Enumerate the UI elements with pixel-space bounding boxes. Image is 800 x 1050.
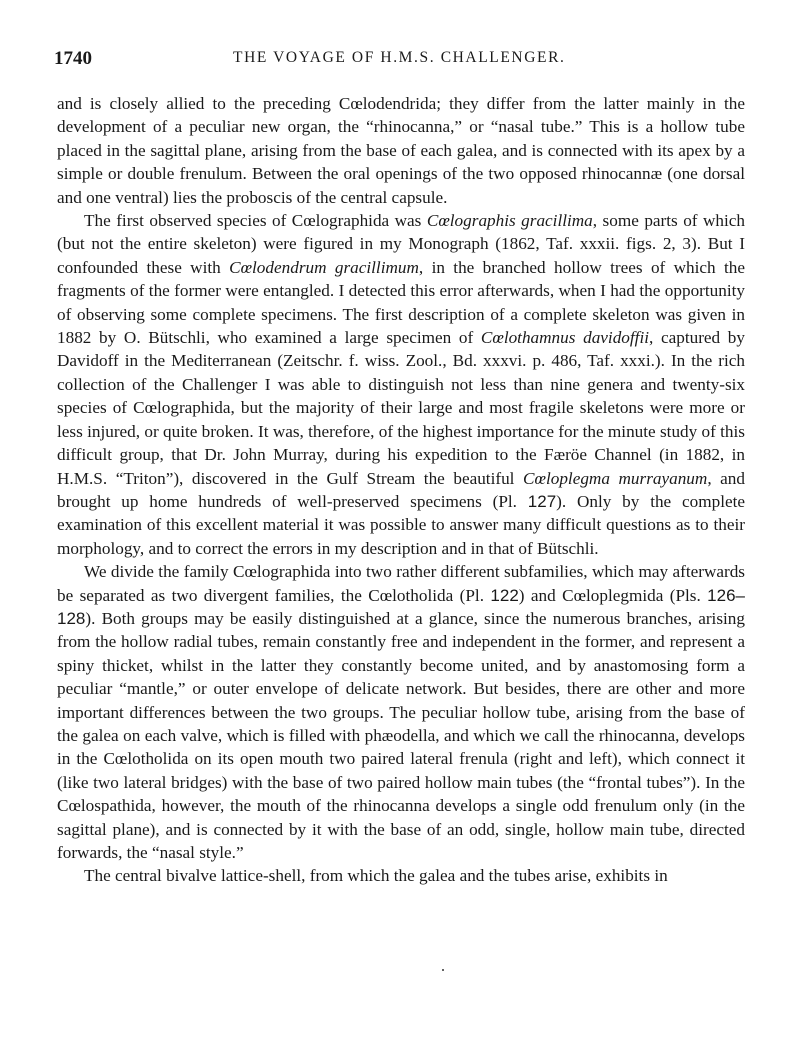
paragraph: [57, 209, 745, 560]
running-header: [54, 44, 745, 74]
text-run: and is closely allied to the preceding Cœlodendrida; they differ from the latter mainly in the development of a peculiar new organ, the “rhinocanna,” or “nasal tube.” This is a hollow tube placed in the sagittal plane, arising from the base of each galea, and is connected with its apex by a simple or double frenulum. Between the oral openings of the two opposed rhinocannæ (one dorsal and one ventral) lies the proboscis of the central capsule.: [57, 94, 745, 207]
text-run: The central bivalve lattice-shell, from which the galea and the tubes arise, exhibits in: [84, 866, 668, 886]
paragraph: [57, 560, 745, 864]
species-name: Cœlothamnus davidoffii: [480, 328, 649, 348]
text-run: ). Both groups may be easily distinguished at a glance, since the numerous branches, arising from the hollow radial tubes, remain constantly free and independent in the former, and represent a spiny thicket, whilst in the latter they constantly become united, and by anastomosing form a peculiar “mantle,” or outer envelope of delicate network. But besides, there are other and more important differences between the two groups. The peculiar hollow tube, arising from the base of the galea on each valve, which is filled with phæodella, and which we call the rhinocanna, develops in the Cœlotholida on its open mouth two paired lateral frenula (right and left), which connect it (like two lateral bridges) with the base of two paired hollow main tubes (the “frontal tubes”). In the Cœlospathida, however, the mouth of the rhinocanna develops a single odd frenulum only (in the sagittal plane), and is connected by it with the base of an odd, single, hollow main tube, directed forwards, the “nasal style.”: [57, 608, 745, 862]
text-run: The first observed species of Cœlographida was: [84, 211, 427, 231]
running-title: THE VOYAGE OF H.M.S. CHALLENGER.: [233, 49, 566, 66]
document-page: [54, 44, 746, 888]
plate-reference: 127: [527, 491, 557, 511]
text-run: , captured by Davidoff in the Mediterranean (Zeitschr. f. wiss. Zool., Bd. xxxvi. p. 486, Taf. xxxi.). In the rich collection of the Challenger I was able to distinguish not less than nine genera and twenty-six species of Cœlographida, but the majority of their large and most fragile skeletons were more or less injured, or quite broken. It was, therefore, of the highest importance for the minute study of this difficult group, that Dr. John Murray, during his expedition to the Færöe Channel (in 1882, in H.M.S. “Triton”), discovered in the Gulf Stream the beautiful: [57, 328, 745, 488]
species-name: Cœlographis gracillima: [426, 211, 593, 231]
text-run: We divide the family Cœlographida into two rather different subfamilies, which may afterwards be separated as two divergent families, the Cœlotholida (Pl.: [57, 562, 745, 605]
print-speck: [442, 969, 444, 971]
text-run: ) and Cœloplegmida (Pls.: [518, 585, 708, 605]
body-text: [57, 92, 745, 888]
text-run: , and brought up home hundreds of well-preserved specimens (Pl.: [57, 468, 745, 511]
species-name: Cœloplegma murrayanum: [523, 468, 708, 488]
text-run: , in the branched hollow trees of which the fragments of the former were entangled. I detected this error afterwards, when I had the opportunity of observing some complete specimens. The first description of a complete skeleton was given in 1882 by O. Bütschli, who examined a large specimen of: [57, 257, 745, 348]
paragraph: [57, 92, 745, 209]
text-run: , some parts of which (but not the entire skeleton) were figured in my Monograph (1862, Taf. xxxii. figs. 2, 3). But I confounded these with: [57, 211, 746, 277]
species-name: Cœlodendrum gracillimum: [229, 257, 419, 277]
page-number: 1740: [54, 48, 92, 69]
paragraph: [57, 864, 745, 887]
plate-reference: 126–128: [57, 585, 745, 628]
plate-reference: 122: [490, 585, 519, 605]
text-run: ). Only by the complete examination of this excellent material it was possible to answer many difficult questions as to their morphology, and to correct the errors in my description and in that of Bütschli.: [57, 491, 745, 558]
